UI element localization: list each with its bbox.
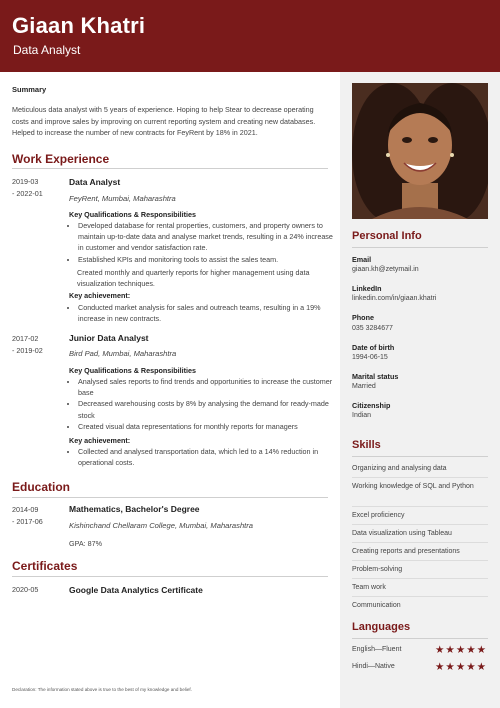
skill-divider xyxy=(352,524,488,525)
list-item: • Collected and analysed transportation data, which led to a 14% reduction in operational costs. xyxy=(78,446,340,468)
section-divider xyxy=(352,638,488,639)
qualifications-heading: Key Qualifications & Responsibilities xyxy=(69,366,197,375)
info-value: Married xyxy=(352,383,376,390)
resume-header xyxy=(0,0,500,72)
list-item: • Developed database for rental properties, customers, and property owners to maintain up-to-date data and analyse market trends, resulting in a 24% increase in customer and vendor satisfaction rate. xyxy=(78,220,340,254)
rating-stars-icon: ★★★★★ xyxy=(435,644,488,656)
section-divider xyxy=(12,497,328,498)
job-extra-text: Created monthly and quarterly reports for higher management using data visualization techniques. xyxy=(77,268,310,289)
skill-item: Data visualization using Tableau xyxy=(352,530,452,537)
list-item: • Analysed sales reports to find trends and opportunities to increase the customer base xyxy=(78,376,340,398)
rating-stars-icon: ★★★★★ xyxy=(435,661,488,673)
education-gpa: GPA: 87% xyxy=(69,539,103,548)
info-value: 035 3284677 xyxy=(352,325,393,332)
job-date xyxy=(12,333,43,356)
education-degree: Mathematics, Bachelor's Degree xyxy=(69,504,200,514)
job-company: Bird Pad, Mumbai, Maharashtra xyxy=(69,349,177,358)
info-label: Email xyxy=(352,255,372,264)
education-date-start: 2014-09 xyxy=(12,505,39,514)
job-date xyxy=(12,176,43,199)
candidate-name: Giaan Khatri xyxy=(12,13,146,38)
education-date xyxy=(12,504,43,527)
job-date-start: 2017-02 xyxy=(12,334,39,343)
section-divider xyxy=(352,247,488,248)
achievement-heading: Key achievement: xyxy=(69,291,131,300)
profile-photo xyxy=(352,83,488,219)
info-label: Date of birth xyxy=(352,343,395,352)
skill-divider xyxy=(352,477,488,478)
languages-heading: Languages xyxy=(352,621,411,633)
skills-heading: Skills xyxy=(352,439,381,451)
job-date-end: - 2022-01 xyxy=(12,188,43,198)
info-value: Indian xyxy=(352,412,372,419)
personal-info-heading: Personal Info xyxy=(352,230,422,242)
skill-item: Working knowledge of SQL and Python xyxy=(352,483,474,490)
responsibility-list xyxy=(69,376,340,432)
info-value: 1994-06-15 xyxy=(352,354,388,361)
education-date-end: - 2017-06 xyxy=(12,516,43,526)
skill-item: Creating reports and presentations xyxy=(352,548,460,555)
qualifications-heading: Key Qualifications & Responsibilities xyxy=(69,210,197,219)
skill-divider xyxy=(352,560,488,561)
language-name: English—Fluent xyxy=(352,646,402,653)
achievement-list xyxy=(69,302,340,324)
language-name: Hindi—Native xyxy=(352,663,395,670)
responsibility-list xyxy=(69,220,340,265)
skill-divider xyxy=(352,578,488,579)
info-value: linkedin.com/in/giaan.khatri xyxy=(352,295,437,302)
job-role: Junior Data Analyst xyxy=(69,333,149,343)
certificates-heading: Certificates xyxy=(12,559,78,573)
education-school: Kishinchand Chellaram College, Mumbai, Maharashtra xyxy=(69,521,254,530)
section-divider xyxy=(352,456,488,457)
education-heading: Education xyxy=(12,480,71,494)
info-value: giaan.kh@zetymail.in xyxy=(352,266,419,273)
skill-item: Excel proficiency xyxy=(352,512,405,519)
candidate-title: Data Analyst xyxy=(13,43,81,57)
certificate-name: Google Data Analytics Certificate xyxy=(69,585,203,595)
list-item: • Created visual data representations for monthly reports for managers xyxy=(78,421,340,432)
list-item: • Conducted market analysis for sales and outreach teams, resulting in a 19% increase in new contracts. xyxy=(78,302,340,324)
achievement-list xyxy=(69,446,340,468)
skill-divider xyxy=(352,596,488,597)
skill-divider xyxy=(352,506,488,507)
skill-item: Problem-solving xyxy=(352,566,403,573)
skill-item: Team work xyxy=(352,584,386,591)
skill-item: Organizing and analysing data xyxy=(352,465,447,472)
section-divider xyxy=(12,168,328,169)
work-experience-heading: Work Experience xyxy=(12,152,110,166)
summary-text: Meticulous data analyst with 5 years of experience. Hoping to help Stear to decrease operating costs and improve sales by improving on current reporting system and creating new databases. Helped to increase the number of new contracts for FeyRent by 18% in 2021. xyxy=(12,105,316,137)
list-item: • Established KPIs and monitoring tools to assist the sales team. xyxy=(78,254,340,265)
summary-heading: Summary xyxy=(12,85,47,94)
job-company: FeyRent, Mumbai, Maharashtra xyxy=(69,194,176,203)
info-label: Marital status xyxy=(352,372,399,381)
achievement-heading: Key achievement: xyxy=(69,436,131,445)
list-item: • Decreased warehousing costs by 8% by analysing the demand for ready-made stock xyxy=(78,398,340,420)
section-divider xyxy=(12,576,328,577)
job-role: Data Analyst xyxy=(69,177,121,187)
info-label: Citizenship xyxy=(352,401,391,410)
certificate-date: 2020-05 xyxy=(12,585,39,594)
skill-divider xyxy=(352,542,488,543)
declaration-note: Declaration: The information stated above is true to the best of my knowledge and belief. xyxy=(12,687,192,692)
skill-item: Communication xyxy=(352,602,401,609)
job-date-end: - 2019-02 xyxy=(12,345,43,355)
job-date-start: 2019-03 xyxy=(12,177,39,186)
portrait-image xyxy=(352,83,488,219)
info-label: Phone xyxy=(352,313,374,322)
info-label: LinkedIn xyxy=(352,284,382,293)
